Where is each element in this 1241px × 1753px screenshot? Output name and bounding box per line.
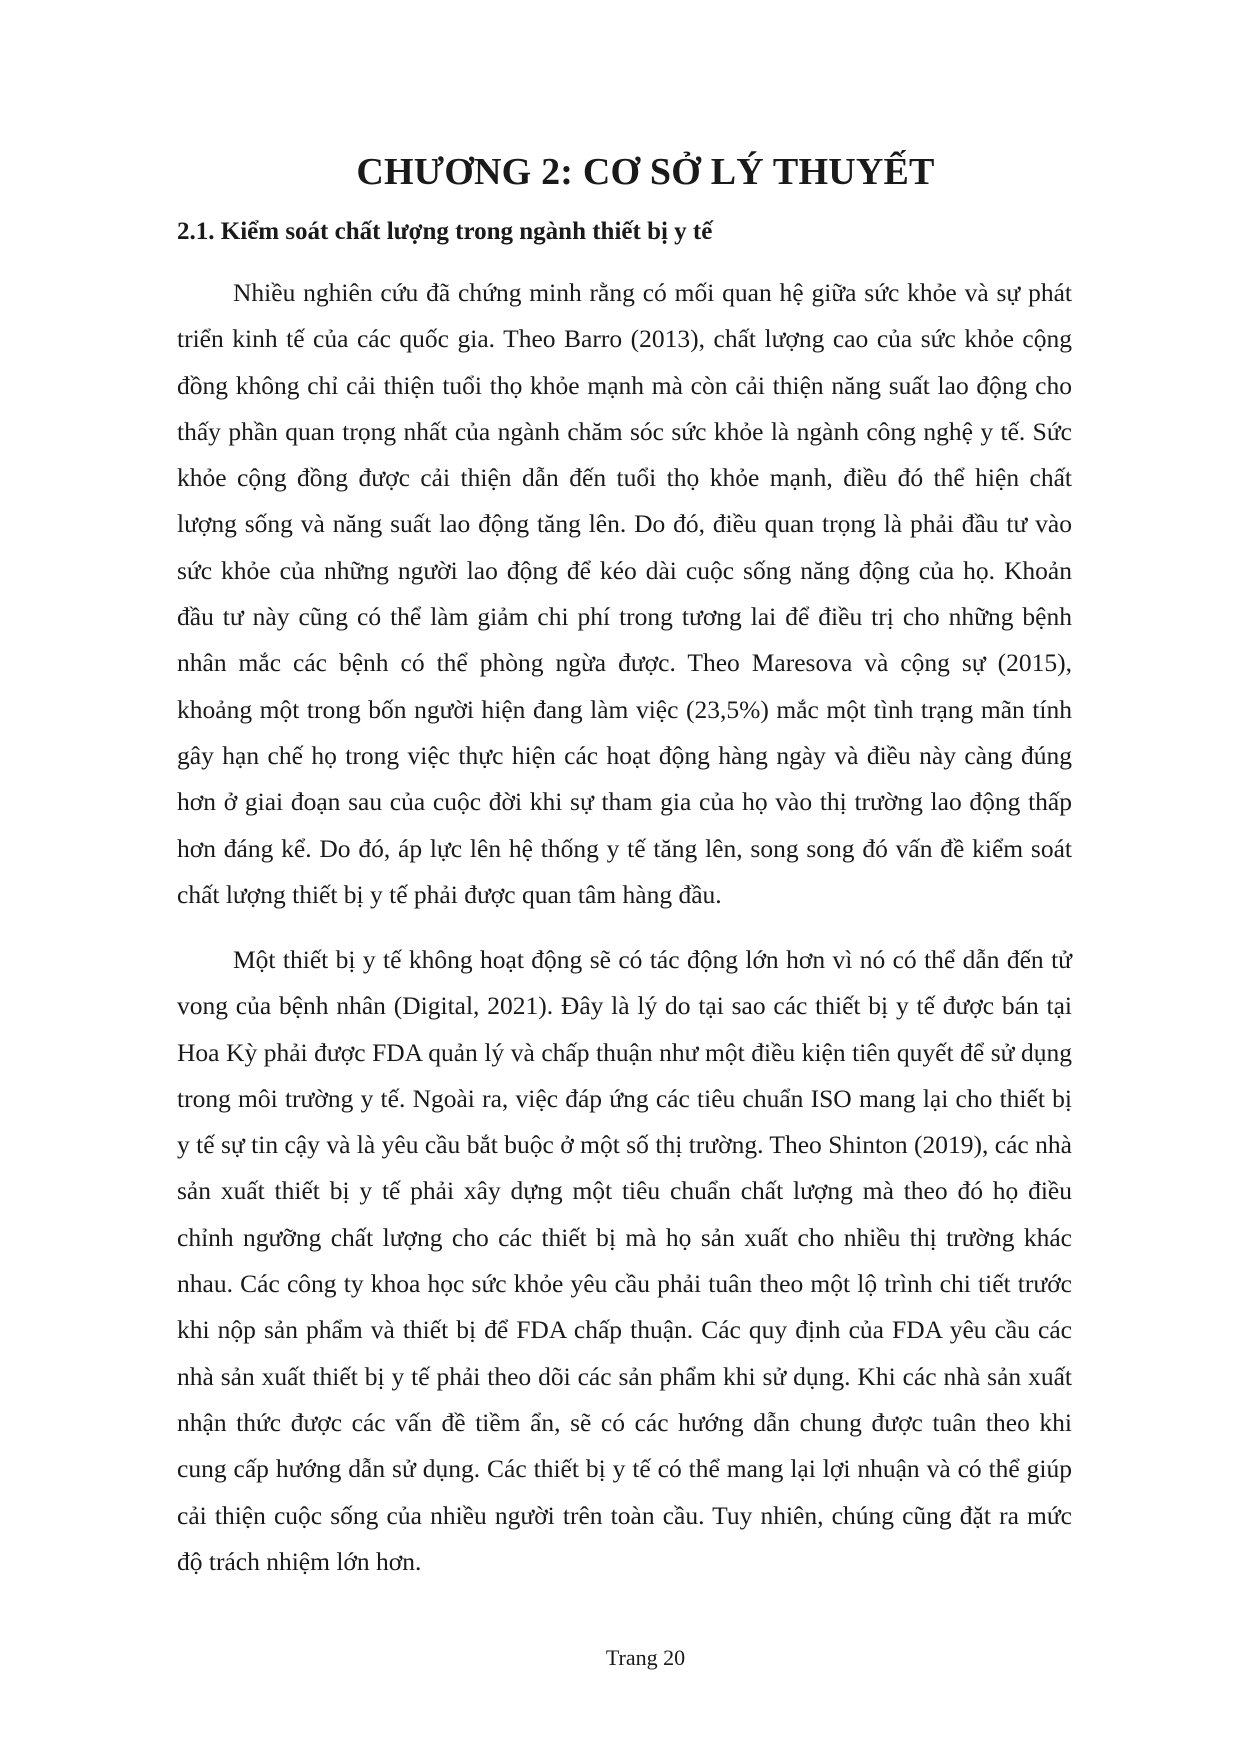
page-number: Trang 20 (605, 1645, 686, 1670)
paragraph-1: Nhiều nghiên cứu đã chứng minh rằng có mối quan hệ giữa sức khỏe và sự phát triển kinh tế của các quốc gia. Theo Barro (2013), chất lượng cao của sức khỏe cộng đồng không chỉ cải thiện tuổi thọ khỏe mạnh mà còn cải thiện năng suất lao động cho thấy phần quan trọng nhất của ngành chăm sóc sức khỏe là ngành công nghệ y tế. Sức khỏe cộng đồng được cải thiện dẫn đến tuổi thọ khỏe mạnh, điều đó thể hiện chất lượng sống và năng suất lao động tăng lên. Do đó, điều quan trọng là phải đầu tư vào sức khỏe của những người lao động để kéo dài cuộc sống năng động của họ. Khoản đầu tư này cũng có thể làm giảm chi phí trong tương lai để điều trị cho những bệnh nhân mắc các bệnh có thể phòng ngừa được. Theo Maresova và cộng sự (2015), khoảng một trong bốn người hiện đang làm việc (23,5%) mắc một tình trạng mãn tính gây hạn chế họ trong việc thực hiện các hoạt động hàng ngày và điều này càng đúng hơn ở giai đoạn sau của cuộc đời khi sự tham gia của họ vào thị trường lao động thấp hơn đáng kể. Do đó, áp lực lên hệ thống y tế tăng lên, song song đó vấn đề kiểm soát chất lượng thiết bị y tế phải được quan tâm hàng đầu. (177, 278, 1072, 909)
paragraph-2: Một thiết bị y tế không hoạt động sẽ có tác động lớn hơn vì nó có thể dẫn đến tử vong của bệnh nhân (Digital, 2021). Đây là lý do tại sao các thiết bị y tế được bán tại Hoa Kỳ phải được FDA quản lý và chấp thuận như một điều kiện tiên quyết để sử dụng trong môi trường y tế. Ngoài ra, việc đáp ứng các tiêu chuẩn ISO mang lại cho thiết bị y tế sự tin cậy và là yêu cầu bắt buộc ở một số thị trường. Theo Shinton (2019), các nhà sản xuất thiết bị y tế phải xây dựng một tiêu chuẩn chất lượng mà theo đó họ điều chỉnh ngưỡng chất lượng cho các thiết bị mà họ sản xuất cho nhiều thị trường khác nhau. Các công ty khoa học sức khỏe yêu cầu phải tuân theo một lộ trình chi tiết trước khi nộp sản phẩm và thiết bị để FDA chấp thuận. Các quy định của FDA yêu cầu các nhà sản xuất thiết bị y tế phải theo dõi các sản phẩm khi sử dụng. Khi các nhà sản xuất nhận thức được các vấn đề tiềm ẩn, sẽ có các hướng dẫn chung được tuân theo khi cung cấp hướng dẫn sử dụng. Các thiết bị y tế có thể mang lại lợi nhuận và có thể giúp cải thiện cuộc sống của nhiều người trên toàn cầu. Tuy nhiên, chúng cũng đặt ra mức độ trách nhiệm lớn hơn. (177, 945, 1072, 1576)
section-heading: 2.1. Kiểm soát chất lượng trong ngành thiết bị y tế (177, 218, 713, 245)
chapter-title: CHƯƠNG 2: CƠ SỞ LÝ THUYẾT (356, 151, 935, 193)
